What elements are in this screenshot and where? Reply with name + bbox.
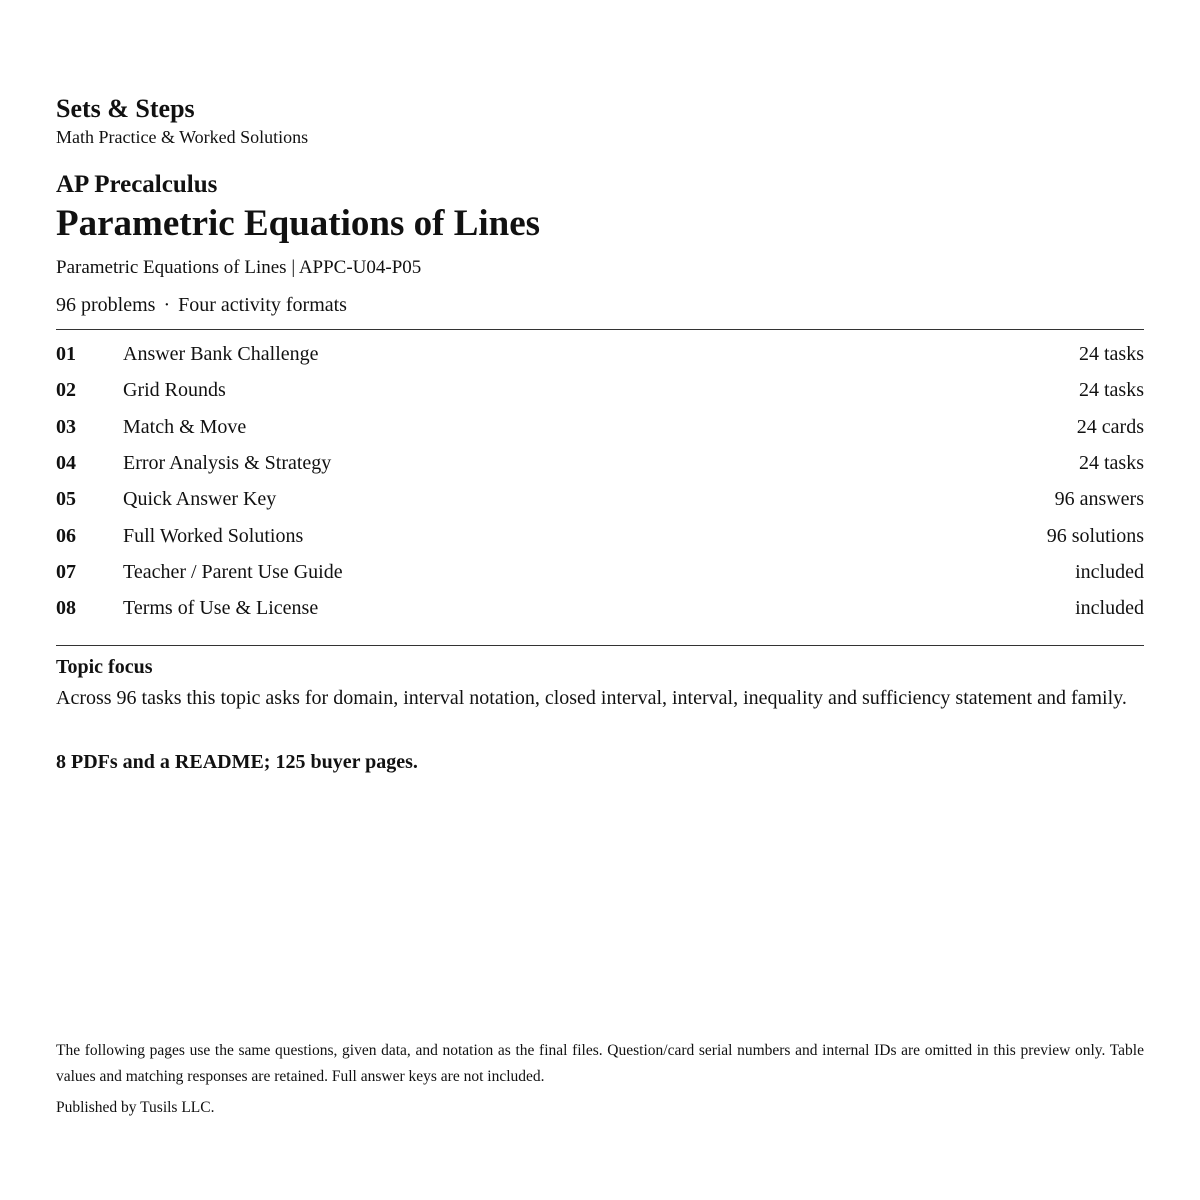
activity-formats: Four activity formats <box>178 294 347 316</box>
contents-title: Error Analysis & Strategy <box>123 452 332 475</box>
contents-count: 96 solutions <box>1046 524 1144 547</box>
contents-title: Teacher / Parent Use Guide <box>123 560 343 583</box>
contents-row <box>56 590 1144 626</box>
topic-focus-text: Across 96 tasks this topic asks for domain, interval notation, closed interval, interval, inequality and sufficiency statement and family. <box>56 687 1127 709</box>
problem-count: 96 problems <box>56 294 156 316</box>
document-page <box>56 0 1144 1200</box>
contents-row <box>56 372 1144 408</box>
page-title: Parametric Equations of Lines <box>56 203 541 244</box>
course-name: AP Precalculus <box>56 171 218 198</box>
divider-top <box>56 329 1144 330</box>
contents-row <box>56 336 1144 372</box>
contents-row <box>56 554 1144 590</box>
brand-tagline: Math Practice & Worked Solutions <box>56 127 309 147</box>
product-meta <box>56 293 347 317</box>
contents-title: Full Worked Solutions <box>123 524 304 547</box>
contents-count: 24 tasks <box>1079 343 1144 366</box>
contents-row <box>56 481 1144 517</box>
brand-name: Sets & Steps <box>56 94 195 123</box>
contents-number: 04 <box>56 452 76 475</box>
contents-row <box>56 517 1144 553</box>
contents-number: 03 <box>56 415 76 438</box>
contents-number: 05 <box>56 488 76 511</box>
contents-row <box>56 445 1144 481</box>
meta-separator: · <box>163 294 171 316</box>
preview-note: The following pages use the same questions, given data, and notation as the final files. Question/card serial numbers and internal IDs are omitted in this preview only. Table values and matching responses are retained. Full answer keys are not included. <box>56 1042 1144 1085</box>
contents-count: included <box>1075 560 1144 583</box>
contents-count: 24 tasks <box>1079 379 1144 402</box>
contents-number: 07 <box>56 560 76 583</box>
files-summary: 8 PDFs and a README; 125 buyer pages. <box>56 751 418 773</box>
contents-title: Terms of Use & License <box>123 597 319 620</box>
contents-title: Grid Rounds <box>123 379 226 402</box>
contents-title: Quick Answer Key <box>123 488 277 511</box>
topic-focus-heading: Topic focus <box>56 656 153 678</box>
contents-count: 96 answers <box>1054 488 1144 511</box>
contents-number: 02 <box>56 379 76 402</box>
contents-count: included <box>1075 597 1144 620</box>
contents-number: 08 <box>56 597 76 620</box>
publisher-line: Published by Tusils LLC. <box>56 1099 215 1116</box>
divider-bottom <box>56 645 1144 646</box>
contents-count: 24 cards <box>1076 415 1144 438</box>
contents-number: 01 <box>56 343 76 366</box>
contents-row <box>56 409 1144 445</box>
contents-count: 24 tasks <box>1079 452 1144 475</box>
contents-title: Answer Bank Challenge <box>123 343 319 366</box>
contents-title: Match & Move <box>123 415 247 438</box>
contents-number: 06 <box>56 524 76 547</box>
contents-list <box>56 336 1144 626</box>
product-code: Parametric Equations of Lines | APPC-U04-P05 <box>56 257 422 278</box>
